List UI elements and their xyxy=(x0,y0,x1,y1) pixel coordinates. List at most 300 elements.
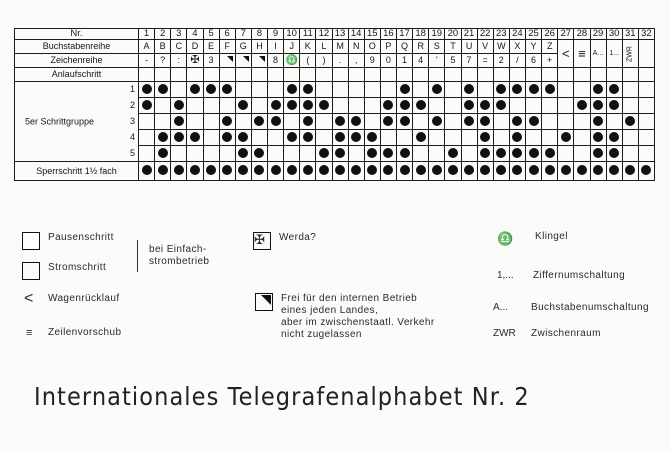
punch-hole xyxy=(400,100,410,110)
start-cell xyxy=(235,68,251,82)
stop-cell xyxy=(558,162,574,181)
hole-cell xyxy=(397,146,413,162)
hole-cell xyxy=(203,130,219,146)
punch-hole xyxy=(271,100,281,110)
hole-cell xyxy=(332,130,348,146)
column-number: 27 xyxy=(558,29,574,40)
hole-cell xyxy=(445,82,461,98)
start-cell xyxy=(284,68,300,82)
punch-hole xyxy=(367,165,377,175)
punch-hole xyxy=(480,100,490,110)
hole-cell xyxy=(477,98,493,114)
figure-cell: , xyxy=(348,54,364,68)
werda-cross-icon: ✠ xyxy=(187,54,203,68)
legend-single-current-line1: bei Einfach- xyxy=(149,244,207,255)
stop-cell xyxy=(413,162,429,181)
punch-hole xyxy=(190,165,200,175)
corner-mark-icon xyxy=(235,54,251,68)
hole-cell xyxy=(187,114,203,130)
hole-cell xyxy=(413,114,429,130)
letter-cell: M xyxy=(332,40,348,54)
punch-hole xyxy=(577,100,587,110)
hole-cell xyxy=(542,98,558,114)
hole-cell xyxy=(477,114,493,130)
hole-cell xyxy=(509,82,525,98)
hole-cell xyxy=(590,98,606,114)
hole-cell xyxy=(187,98,203,114)
punch-hole xyxy=(287,165,297,175)
punch-hole xyxy=(593,165,603,175)
hole-cell xyxy=(155,130,171,146)
letter-cell: X xyxy=(509,40,525,54)
punch-hole xyxy=(238,100,248,110)
legend-current-label: Stromschritt xyxy=(48,262,107,273)
stop-cell xyxy=(316,162,332,181)
punch-hole xyxy=(480,116,490,126)
legend-space-label: Zwischenraum xyxy=(531,328,601,339)
punch-hole xyxy=(512,165,522,175)
punch-hole xyxy=(529,165,539,175)
punch-hole xyxy=(319,148,329,158)
punch-hole xyxy=(545,165,555,175)
punch-hole xyxy=(254,165,264,175)
legend-pause xyxy=(22,232,114,250)
start-cell xyxy=(509,68,525,82)
legend-bracket xyxy=(137,240,138,272)
hole-cell xyxy=(316,146,332,162)
punch-hole xyxy=(609,132,619,142)
punch-hole xyxy=(529,84,539,94)
hole-cell xyxy=(171,98,187,114)
punch-hole xyxy=(254,116,264,126)
hole-cell xyxy=(284,130,300,146)
hole-cell xyxy=(155,146,171,162)
hole-cell xyxy=(638,114,654,130)
punch-hole xyxy=(512,84,522,94)
punch-hole xyxy=(174,165,184,175)
hole-cell xyxy=(477,146,493,162)
punch-hole xyxy=(496,84,506,94)
column-number: 4 xyxy=(187,29,203,40)
hole-cell xyxy=(171,82,187,98)
corner-mark-icon xyxy=(251,54,267,68)
punch-hole xyxy=(271,116,281,126)
punch-hole xyxy=(416,165,426,175)
hole-cell xyxy=(284,114,300,130)
hole-cell xyxy=(171,146,187,162)
punch-hole xyxy=(367,132,377,142)
legend-free xyxy=(255,293,435,341)
letter-cell: I xyxy=(268,40,284,54)
hole-cell xyxy=(380,82,396,98)
werda-cross-icon: ✠ xyxy=(253,232,271,250)
hole-cell xyxy=(429,98,445,114)
five-unit-label: 5er Schrittgruppe xyxy=(25,116,95,126)
column-number: 15 xyxy=(364,29,380,40)
letter-cell xyxy=(638,40,654,68)
punch-hole xyxy=(593,84,603,94)
letter-cell: S xyxy=(429,40,445,54)
punch-hole xyxy=(448,148,458,158)
hole-cell xyxy=(268,98,284,114)
stop-cell xyxy=(397,162,413,181)
start-row xyxy=(15,68,655,82)
legend-free-line1: Frei für den internen Betrieb xyxy=(281,293,418,304)
hole-cell xyxy=(316,114,332,130)
punch-hole xyxy=(222,116,232,126)
punch-hole xyxy=(464,100,474,110)
hole-cell xyxy=(284,98,300,114)
punch-hole xyxy=(206,84,216,94)
unit-number: 4 xyxy=(129,131,135,142)
hole-cell xyxy=(542,114,558,130)
stop-cell xyxy=(219,162,235,181)
figure-cell: 7 xyxy=(461,54,477,68)
hole-cell xyxy=(542,130,558,146)
punch-hole xyxy=(416,100,426,110)
column-number: 11 xyxy=(300,29,316,40)
legend-line-feed-label: Zeilenvorschub xyxy=(48,327,122,338)
column-number: 25 xyxy=(526,29,542,40)
hole-cell xyxy=(493,146,509,162)
empty-box-icon xyxy=(22,232,40,250)
punch-hole xyxy=(529,116,539,126)
punch-hole xyxy=(335,148,345,158)
punch-hole xyxy=(174,132,184,142)
start-cell xyxy=(348,68,364,82)
hole-cell xyxy=(235,82,251,98)
hole-cell xyxy=(445,98,461,114)
stop-cell xyxy=(332,162,348,181)
punch-hole xyxy=(609,100,619,110)
punch-hole xyxy=(158,148,168,158)
unit-row xyxy=(15,82,655,98)
hole-cell xyxy=(638,146,654,162)
figure-cell: 4 xyxy=(413,54,429,68)
legend-letters-shift-label: Buchstabenumschaltung xyxy=(531,302,649,313)
punch-hole xyxy=(464,165,474,175)
punch-hole xyxy=(351,165,361,175)
hole-cell xyxy=(268,82,284,98)
hole-cell xyxy=(606,130,622,146)
hole-cell xyxy=(235,98,251,114)
punch-hole xyxy=(512,116,522,126)
hole-cell xyxy=(300,98,316,114)
letter-cell: P xyxy=(380,40,396,54)
punch-hole xyxy=(142,100,152,110)
hole-cell xyxy=(348,130,364,146)
hole-cell xyxy=(413,82,429,98)
start-cell xyxy=(622,68,638,82)
letters-shift-symbol: A... xyxy=(493,302,509,313)
punch-hole xyxy=(416,132,426,142)
figure-cell: ' xyxy=(429,54,445,68)
legend-bell xyxy=(497,231,568,247)
hole-cell xyxy=(397,130,413,146)
hole-cell xyxy=(300,114,316,130)
hole-cell xyxy=(622,98,638,114)
punch-hole xyxy=(545,148,555,158)
hole-cell xyxy=(139,130,155,146)
letter-cell: L xyxy=(316,40,332,54)
punch-hole xyxy=(432,116,442,126)
letter-cell: V xyxy=(477,40,493,54)
hole-cell xyxy=(429,82,445,98)
column-number: 9 xyxy=(268,29,284,40)
punch-hole xyxy=(287,100,297,110)
stop-cell xyxy=(155,162,171,181)
letter-cell: D xyxy=(187,40,203,54)
column-number: 28 xyxy=(574,29,590,40)
stop-cell xyxy=(445,162,461,181)
hole-cell xyxy=(235,146,251,162)
hole-cell xyxy=(526,82,542,98)
column-number: 23 xyxy=(493,29,509,40)
punch-hole xyxy=(593,100,603,110)
hole-cell xyxy=(203,82,219,98)
hole-cell xyxy=(574,114,590,130)
hole-cell xyxy=(348,114,364,130)
punch-hole xyxy=(287,84,297,94)
punch-hole xyxy=(496,100,506,110)
hole-cell xyxy=(493,130,509,146)
hole-cell xyxy=(445,114,461,130)
column-number: 16 xyxy=(380,29,396,40)
punch-hole xyxy=(158,132,168,142)
hole-cell xyxy=(187,130,203,146)
stop-cell xyxy=(348,162,364,181)
stop-cell xyxy=(284,162,300,181)
punch-hole xyxy=(545,84,555,94)
punch-hole xyxy=(496,148,506,158)
hole-cell xyxy=(638,130,654,146)
punch-hole xyxy=(400,148,410,158)
hole-cell xyxy=(397,114,413,130)
punch-hole xyxy=(158,84,168,94)
letter-cell: O xyxy=(364,40,380,54)
stop-cell xyxy=(622,162,638,181)
hole-cell xyxy=(606,98,622,114)
stop-cell xyxy=(461,162,477,181)
figure-cell: 8 xyxy=(268,54,284,68)
punch-hole xyxy=(367,148,377,158)
letter-cell: G xyxy=(235,40,251,54)
hole-cell xyxy=(558,114,574,130)
start-cell xyxy=(590,68,606,82)
legend-werda xyxy=(253,232,316,250)
hole-cell xyxy=(268,146,284,162)
start-cell xyxy=(187,68,203,82)
start-cell xyxy=(542,68,558,82)
column-number: 19 xyxy=(429,29,445,40)
punch-hole xyxy=(335,132,345,142)
figure-cell: 9 xyxy=(364,54,380,68)
legend-space xyxy=(493,328,601,339)
hole-cell xyxy=(155,82,171,98)
punch-hole xyxy=(174,116,184,126)
number-row xyxy=(15,29,655,40)
legend-single-current-line2: strombetrieb xyxy=(149,256,210,267)
legend-free-text xyxy=(281,293,435,341)
figure-cell: : xyxy=(171,54,187,68)
hole-cell xyxy=(542,82,558,98)
punch-hole xyxy=(400,116,410,126)
hole-cell xyxy=(219,114,235,130)
hole-cell xyxy=(445,130,461,146)
stop-cell xyxy=(364,162,380,181)
hole-cell xyxy=(348,82,364,98)
punch-hole xyxy=(625,165,635,175)
letter-cell: < xyxy=(558,40,574,68)
hole-cell xyxy=(622,114,638,130)
column-number: 13 xyxy=(332,29,348,40)
letter-cell: C xyxy=(171,40,187,54)
letter-cell: R xyxy=(413,40,429,54)
hole-cell xyxy=(284,82,300,98)
corner-triangle-icon xyxy=(255,293,273,311)
start-cell xyxy=(445,68,461,82)
hole-cell xyxy=(622,130,638,146)
hole-cell xyxy=(219,82,235,98)
punch-hole xyxy=(432,165,442,175)
start-cell xyxy=(219,68,235,82)
punch-hole xyxy=(609,148,619,158)
hole-cell xyxy=(364,114,380,130)
hole-cell xyxy=(380,130,396,146)
hole-cell xyxy=(364,98,380,114)
hole-cell xyxy=(251,130,267,146)
punch-hole xyxy=(238,165,248,175)
letter-cell: U xyxy=(461,40,477,54)
hole-cell xyxy=(332,98,348,114)
hole-cell xyxy=(445,146,461,162)
stop-cell xyxy=(429,162,445,181)
stop-cell xyxy=(574,162,590,181)
punch-hole xyxy=(206,165,216,175)
punch-hole xyxy=(238,132,248,142)
punch-hole xyxy=(174,100,184,110)
column-number: 30 xyxy=(606,29,622,40)
hole-cell xyxy=(429,114,445,130)
letter-cell: Y xyxy=(526,40,542,54)
punch-hole xyxy=(400,165,410,175)
hole-cell xyxy=(187,146,203,162)
letter-cell: E xyxy=(203,40,219,54)
hole-cell xyxy=(558,130,574,146)
legend-single-current xyxy=(149,244,209,268)
hole-cell xyxy=(171,114,187,130)
punch-hole xyxy=(303,84,313,94)
stop-row xyxy=(15,162,655,181)
letter-cell: H xyxy=(251,40,267,54)
figure-cell: . xyxy=(332,54,348,68)
punch-hole xyxy=(222,165,232,175)
start-cell xyxy=(429,68,445,82)
start-cell xyxy=(364,68,380,82)
legend-figures-shift-label: Ziffernumschaltung xyxy=(533,270,626,281)
hole-cell xyxy=(268,130,284,146)
hole-cell xyxy=(509,130,525,146)
letter-cell: A xyxy=(139,40,155,54)
hole-cell xyxy=(638,82,654,98)
hole-cell xyxy=(413,130,429,146)
hole-cell xyxy=(235,114,251,130)
start-cell xyxy=(332,68,348,82)
start-cell xyxy=(155,68,171,82)
unit-number: 2 xyxy=(129,100,135,111)
hole-cell xyxy=(461,130,477,146)
figure-cell: 6 xyxy=(526,54,542,68)
start-cell xyxy=(171,68,187,82)
hole-cell xyxy=(348,146,364,162)
start-cell xyxy=(268,68,284,82)
column-number: 22 xyxy=(477,29,493,40)
punch-hole xyxy=(142,84,152,94)
figure-cell: 0 xyxy=(380,54,396,68)
line-feed-icon: ≡ xyxy=(26,327,33,339)
corner-mark-icon xyxy=(219,54,235,68)
punch-hole xyxy=(383,148,393,158)
hole-cell xyxy=(493,114,509,130)
legend-current xyxy=(22,262,106,280)
hole-cell xyxy=(509,98,525,114)
letter-cell: B xyxy=(155,40,171,54)
punch-hole xyxy=(593,148,603,158)
hole-cell xyxy=(574,98,590,114)
hole-cell xyxy=(332,114,348,130)
punch-hole xyxy=(303,116,313,126)
legend-carriage-return xyxy=(24,290,120,307)
legend-line-feed xyxy=(26,327,121,339)
letter-cell: K xyxy=(300,40,316,54)
letter-cell: J xyxy=(284,40,300,54)
hole-cell xyxy=(638,98,654,114)
hole-cell xyxy=(364,130,380,146)
hole-cell xyxy=(316,98,332,114)
hole-cell xyxy=(622,82,638,98)
start-cell xyxy=(558,68,574,82)
punch-hole xyxy=(303,165,313,175)
figure-cell: 1 xyxy=(397,54,413,68)
punch-hole xyxy=(351,116,361,126)
punch-hole xyxy=(593,132,603,142)
column-number: 26 xyxy=(542,29,558,40)
column-number: 18 xyxy=(413,29,429,40)
unit-number: 1 xyxy=(129,84,135,95)
legend-pause-label: Pausenschritt xyxy=(48,232,114,243)
column-number: 8 xyxy=(251,29,267,40)
punch-hole xyxy=(432,84,442,94)
stop-cell xyxy=(493,162,509,181)
unit-number: 3 xyxy=(129,115,135,126)
column-number: 10 xyxy=(284,29,300,40)
punch-hole xyxy=(319,100,329,110)
nr-label: Nr. xyxy=(15,29,139,40)
hole-cell xyxy=(251,146,267,162)
legend-bell-label: Klingel xyxy=(535,231,568,242)
hole-cell xyxy=(606,146,622,162)
legend-carriage-return-label: Wagenrücklauf xyxy=(48,293,120,304)
letter-cell: A... xyxy=(590,40,606,68)
hole-cell xyxy=(155,114,171,130)
hole-cell xyxy=(606,114,622,130)
hole-cell xyxy=(461,114,477,130)
punch-hole xyxy=(400,84,410,94)
column-number: 17 xyxy=(397,29,413,40)
stop-cell xyxy=(268,162,284,181)
carriage-return-icon: < xyxy=(24,290,34,307)
start-cell xyxy=(461,68,477,82)
